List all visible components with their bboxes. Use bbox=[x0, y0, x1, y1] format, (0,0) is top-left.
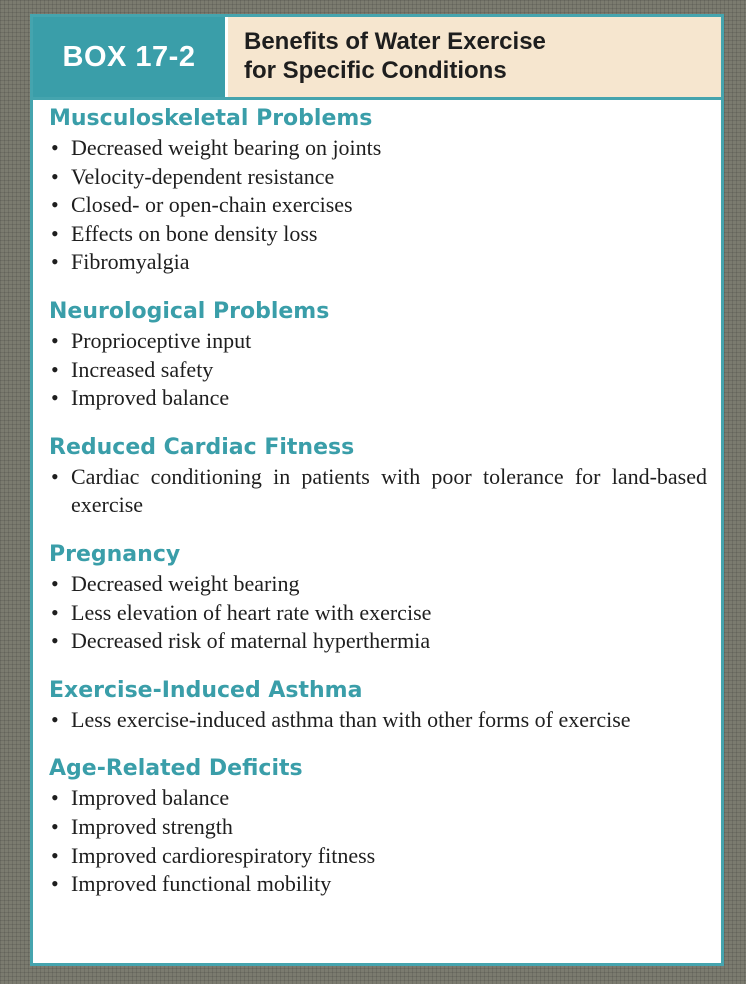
box-number-label: BOX 17-2 bbox=[33, 17, 225, 97]
section-heading: Age-Related Deficits bbox=[49, 756, 303, 782]
list-item: • Effects on bone density loss bbox=[49, 220, 707, 249]
section-heading: Musculoskeletal Problems bbox=[49, 106, 373, 131]
bullet-list bbox=[49, 570, 707, 656]
box-title-line-2: for Specific Conditions bbox=[244, 57, 507, 84]
section-pregnancy bbox=[49, 540, 707, 656]
list-item: • Cardiac conditioning in patients with poor tolerance for land-based exercise bbox=[49, 463, 707, 520]
info-box bbox=[30, 14, 724, 966]
section-cardiac bbox=[49, 433, 707, 520]
section-musculoskeletal bbox=[49, 104, 707, 277]
section-heading: Exercise-Induced Asthma bbox=[49, 677, 363, 703]
section-heading: Neurological Problems bbox=[49, 298, 330, 324]
list-item: • Decreased risk of maternal hyperthermia bbox=[49, 627, 707, 656]
bullet-list bbox=[49, 784, 707, 898]
list-item: • Proprioceptive input bbox=[49, 327, 707, 356]
list-item: • Improved cardiorespiratory fitness bbox=[49, 842, 707, 871]
section-asthma bbox=[49, 676, 707, 735]
list-item: • Increased safety bbox=[49, 356, 707, 385]
box-title-line-1: Benefits of Water Exercise bbox=[244, 28, 546, 55]
list-item: • Velocity-dependent resistance bbox=[49, 163, 707, 192]
section-neurological bbox=[49, 297, 707, 413]
list-item: • Fibromyalgia bbox=[49, 248, 707, 277]
box-header bbox=[33, 17, 721, 97]
list-item: • Less elevation of heart rate with exercise bbox=[49, 599, 707, 628]
box-title bbox=[225, 17, 721, 97]
list-item: • Decreased weight bearing bbox=[49, 570, 707, 599]
list-item: • Improved balance bbox=[49, 784, 707, 813]
bullet-list bbox=[49, 327, 707, 413]
box-content bbox=[33, 100, 721, 899]
list-item: • Improved functional mobility bbox=[49, 870, 707, 899]
list-item: • Improved strength bbox=[49, 813, 707, 842]
bullet-list bbox=[49, 134, 707, 277]
section-heading: Pregnancy bbox=[49, 541, 181, 567]
list-item: • Improved balance bbox=[49, 384, 707, 413]
list-item: • Decreased weight bearing on joints bbox=[49, 134, 707, 163]
section-heading: Reduced Cardiac Fitness bbox=[49, 434, 355, 460]
list-item: • Less exercise-induced asthma than with other forms of exercise bbox=[49, 706, 707, 735]
list-item: • Closed- or open-chain exercises bbox=[49, 191, 707, 220]
section-age-related bbox=[49, 754, 707, 898]
bullet-list bbox=[49, 463, 707, 520]
bullet-list bbox=[49, 706, 707, 735]
